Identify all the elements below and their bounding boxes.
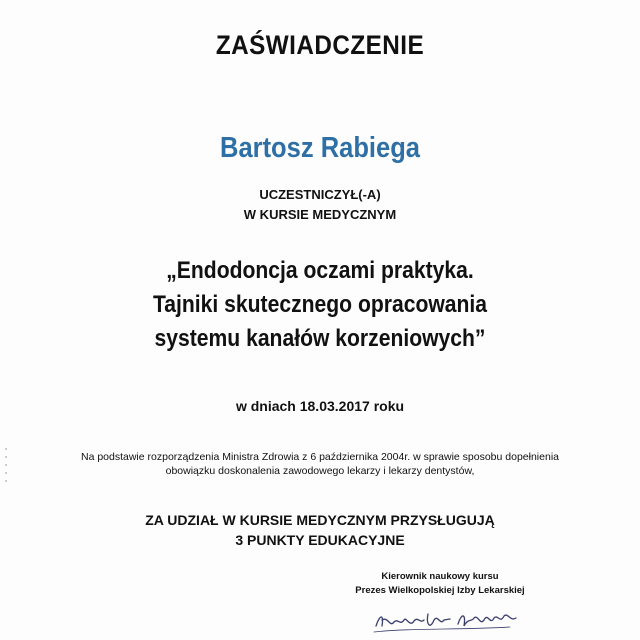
attended-line-2: W KURSIE MEDYCZNYM <box>243 207 397 222</box>
course-date: w dniach 18.03.2017 roku <box>235 398 405 414</box>
course-title-line-1: „Endodoncja oczami praktyka. <box>166 257 474 284</box>
education-points <box>0 510 640 550</box>
handwritten-signature <box>370 606 520 636</box>
margin-dot <box>5 472 7 474</box>
course-title-line-3: systemu kanałów korzeniowych” <box>154 325 486 352</box>
legal-line-2: obowiązku doskonalenia zawodowego lekarzy i lekarzy dentystów, <box>165 465 475 477</box>
course-title-line-2: Tajniki skutecznego opracowania <box>152 291 488 318</box>
legal-line-1: Na podstawie rozporządzenia Ministra Zdrowia z 6 października 2004r. w sprawie sposobu dopełnienia <box>80 451 559 463</box>
points-line-2: 3 PUNKTY EDUKACYJNE <box>235 532 405 548</box>
margin-dot <box>5 480 7 482</box>
attendance-statement <box>0 185 640 225</box>
margin-dot <box>5 464 7 466</box>
margin-dot <box>5 456 7 458</box>
signatory-block <box>340 570 540 598</box>
attended-line-1: UCZESTNICZYŁ(-A) <box>259 187 381 202</box>
margin-dots <box>4 448 8 490</box>
signature-stroke-2 <box>458 615 516 626</box>
margin-dot <box>5 448 7 450</box>
signature-underline <box>374 627 510 632</box>
legal-basis <box>0 450 640 478</box>
points-line-1: ZA UDZIAŁ W KURSIE MEDYCZNYM PRZYSŁUGUJĄ <box>145 512 495 528</box>
signatory-role-1: Kierownik naukowy kursu <box>381 571 499 582</box>
signature-stroke-1 <box>376 614 450 626</box>
certificate-title: ZAŚWIADCZENIE <box>215 30 425 60</box>
course-title <box>38 254 601 356</box>
signatory-role-2: Prezes Wielkopolskiej Izby Lekarskiej <box>355 585 525 596</box>
recipient-name: Bartosz Rabiega <box>220 132 420 164</box>
